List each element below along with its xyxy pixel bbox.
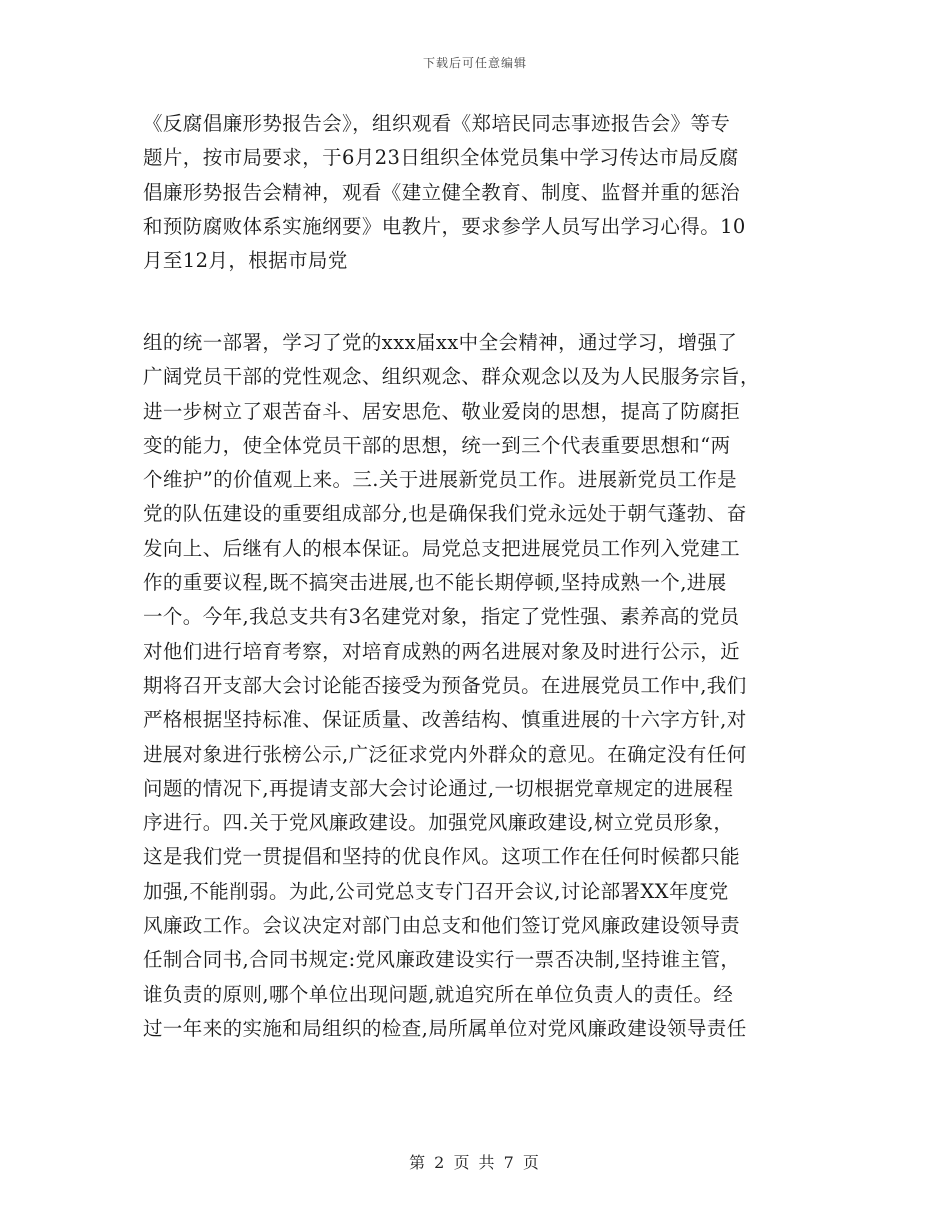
text-line: 风廉政工作。会议决定对部门由总支和他们签订党风廉政建设领导责 (143, 914, 741, 938)
text-line: 组的统一部署，学习了党的xxx届xx中全会精神，通过学习，增强了 (143, 331, 738, 354)
text-line: 任制合同书,合同书规定:党风廉政建设实行一票否决制,坚持谁主管， (143, 948, 741, 972)
text-line: 严格根据坚持标准、保证质量、改善结构、慎重进展的十六字方针,对 (143, 708, 747, 732)
text-line: 加强,不能削弱。为此,公司党总支专门召开会议,讨论部署XX年度党 (143, 879, 729, 903)
text-line: 题片，按市局要求，于6月23日组织全体党员集中学习传达市局反腐 (143, 146, 739, 170)
text-line: 期将召开支部大会讨论能否接受为预备党员。在进展党员工作中,我们 (143, 673, 747, 697)
page-header: 下载后可任意编辑 (422, 56, 527, 70)
text-line: 发向上、后继有人的根本保证。局党总支把进展党员工作列入党建工 (143, 536, 741, 560)
text-line: 谁负责的原则,哪个单位出现问题,就追究所在单位负责人的责任。经 (143, 982, 734, 1006)
text-line: 作的重要议程,既不搞突击进展,也不能长期停顿,坚持成熟一个,进展 (143, 571, 727, 595)
text-line: 进一步树立了艰苦奋斗、居安思危、敬业爱岗的思想，提高了防腐拒 (143, 399, 741, 423)
text-line: 月至12月，根据市局党 (143, 249, 348, 273)
text-line: 过一年来的实施和局组织的检查,局所属单位对党风廉政建设领导责任 (143, 1016, 747, 1040)
text-line: 变的能力，使全体党员干部的思想，统一到三个代表重要思想和“两 (143, 433, 731, 457)
text-line: 这是我们党一贯提倡和坚持的优良作风。这项工作在任何时候都只能 (143, 845, 741, 869)
text-line: 倡廉形势报告会精神，观看《建立健全教育、制度、监督并重的惩治 (143, 180, 741, 204)
text-line: 个维护”的价值观上来。三.关于进展新党员工作。进展新党员工作是 (143, 468, 738, 492)
text-line: 进展对象进行张榜公示,广泛征求党内外群众的意见。在确定没有任何 (143, 742, 747, 766)
text-line: 广阔党员干部的党性观念、组织观念、群众观念以及为人民服务宗旨， (143, 365, 760, 389)
text-line: 对他们进行培育考察，对培育成熟的两名进展对象及时进行公示，近 (143, 639, 741, 663)
text-line: 问题的情况下,再提请支部大会讨论通过,一切根据党章规定的进展程 (143, 776, 734, 800)
body-paragraph-1 (143, 107, 809, 278)
text-line: 《反腐倡廉形势报告会》，组织观看《郑培民同志事迹报告会》等专 (143, 112, 731, 135)
page-number-footer: 第 2 页 共 7 页 (409, 1153, 541, 1172)
text-line: 党的队伍建设的重要组成部分,也是确保我们党永远处于朝气蓬勃、奋 (143, 502, 747, 526)
text-line: 一个。今年,我总支共有3名建党对象，指定了党性强、素养高的党员 (143, 605, 740, 629)
text-line: 序进行。四.关于党风廉政建设。加强党风廉政建设,树立党员形象， (143, 811, 734, 835)
text-line: 和预防腐败体系实施纲要》电教片，要求参学人员写出学习心得。10 (143, 214, 746, 238)
body-paragraph-2 (143, 326, 809, 1046)
